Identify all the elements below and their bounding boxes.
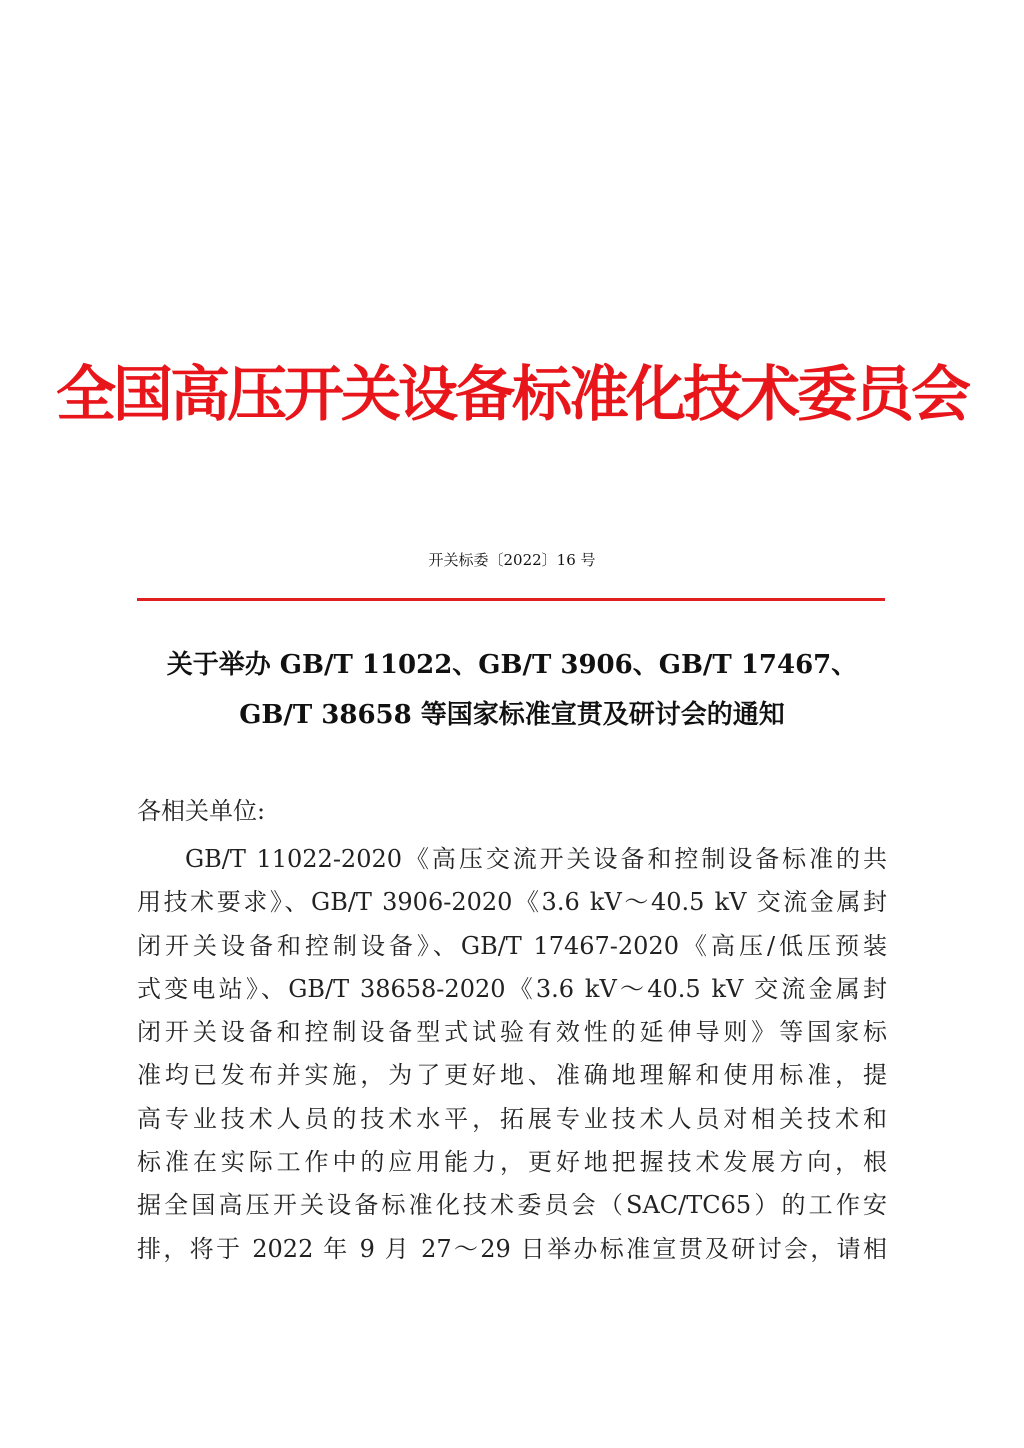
body-line: 高专业技术人员的技术水平，拓展专业技术人员对相关技术和 — [137, 1104, 887, 1133]
body-line: 用技术要求》、GB/T 3906-2020《3.6 kV～40.5 kV 交流金属封 — [137, 888, 887, 917]
body-line: 闭开关设备和控制设备》、GB/T 17467-2020《高压/低压预装 — [137, 931, 887, 960]
notice-title-line: GB/T 38658 等国家标准宣贯及研讨会的通知 — [239, 700, 785, 730]
red-divider — [137, 598, 885, 601]
body-line: GB/T 11022-2020《高压交流开关设备和控制设备标准的共 — [185, 845, 887, 873]
body-line: 排，将于 2022 年 9 月 27～29 日举办标准宣贯及研讨会，请相 — [137, 1234, 887, 1263]
body-line: 准均已发布并实施，为了更好地、准确地理解和使用标准，提 — [137, 1061, 887, 1090]
body-line: 标准在实际工作中的应用能力，更好地把握技术发展方向，根 — [137, 1148, 887, 1177]
notice-title-line: 关于举办 GB/T 11022、GB/T 3906、GB/T 17467、 — [166, 650, 858, 680]
org-title: 全国高压开关设备标准化技术委员会 — [56, 360, 968, 430]
salutation: 各相关单位: — [137, 797, 266, 825]
notice-title — [120, 640, 904, 740]
body-line: 据全国高压开关设备标准化技术委员会（SAC/TC65）的工作安 — [137, 1191, 887, 1220]
body-line: 闭开关设备和控制设备型式试验有效性的延伸导则》等国家标 — [137, 1018, 887, 1047]
body-paragraph — [137, 838, 887, 1271]
body-line: 式变电站》、GB/T 38658-2020《3.6 kV～40.5 kV 交流金属封 — [137, 974, 887, 1003]
doc-number: 开关标委〔2022〕16 号 — [428, 551, 596, 569]
